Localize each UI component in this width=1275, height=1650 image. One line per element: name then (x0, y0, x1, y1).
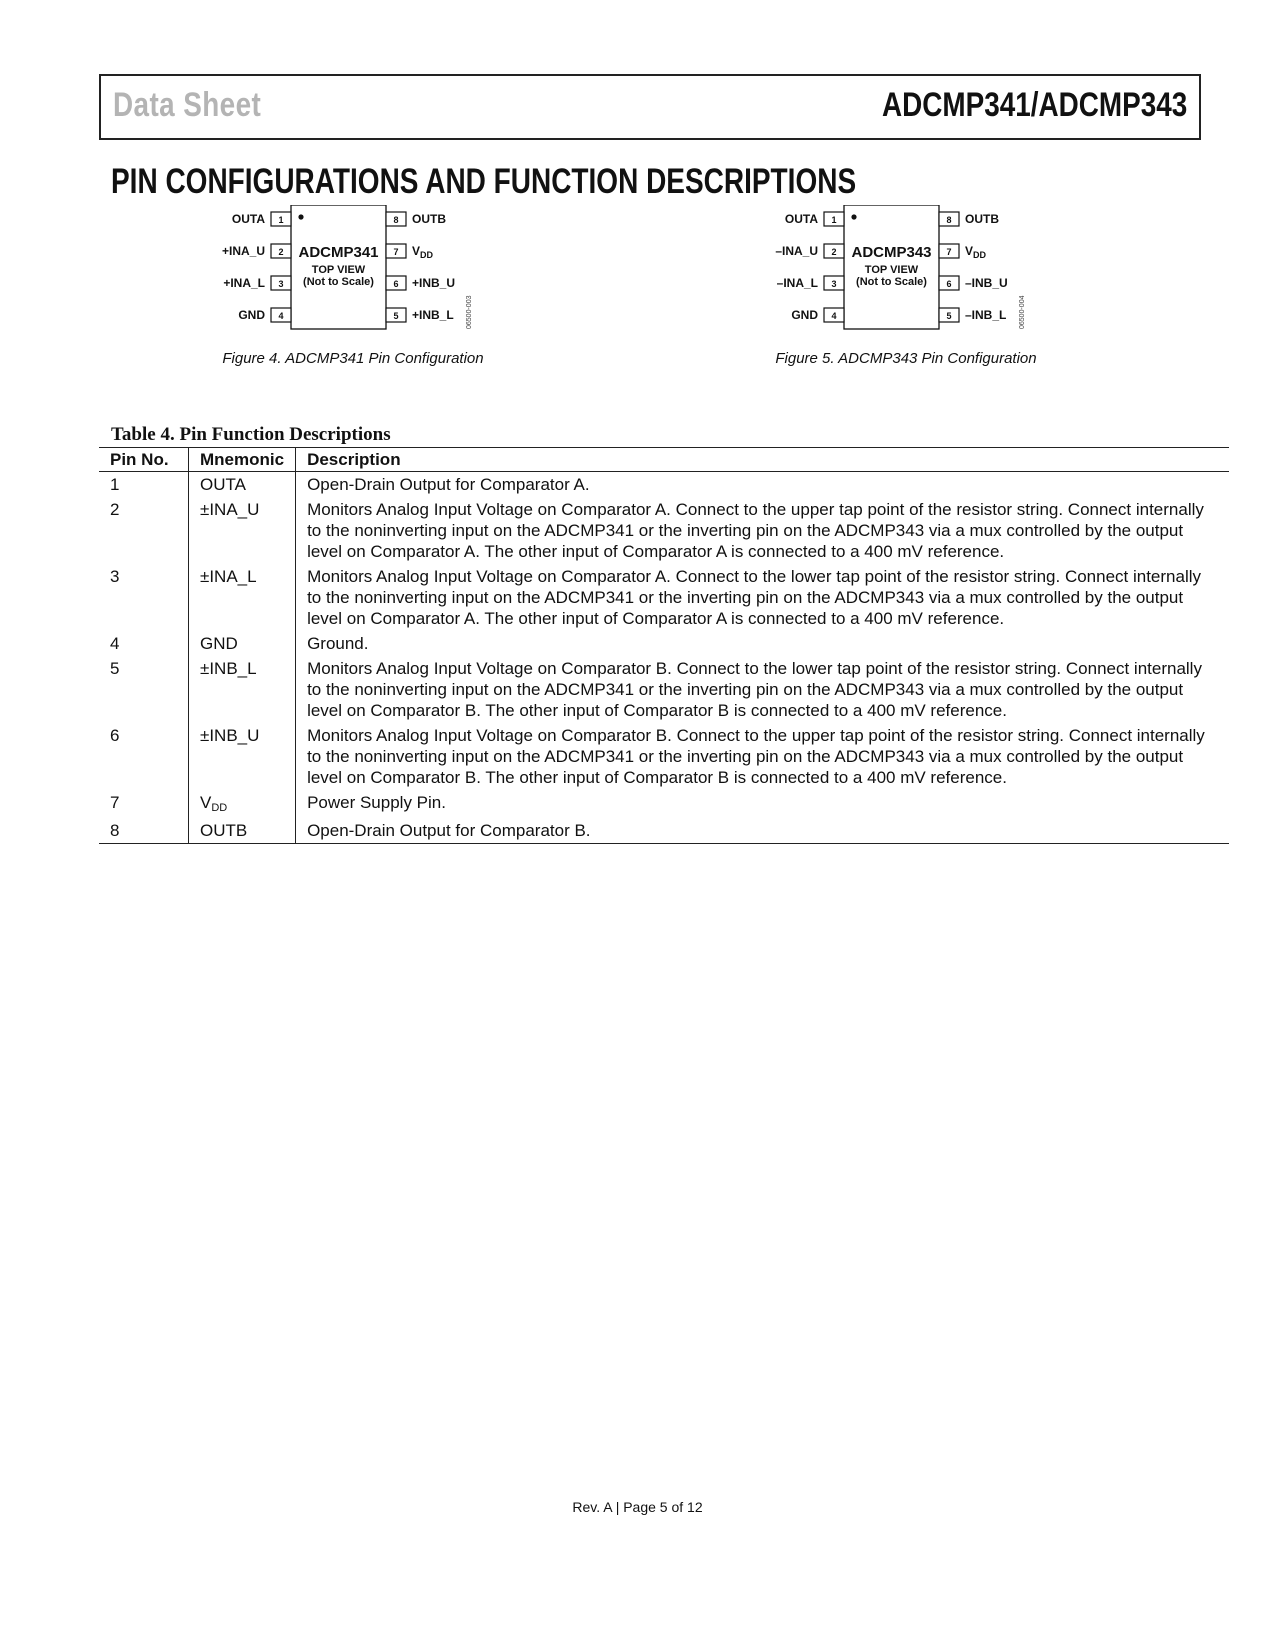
pin-number: 7 (946, 247, 952, 257)
pin-label (412, 308, 454, 322)
table-row (99, 723, 1229, 790)
pin-number: 2 (278, 247, 284, 257)
header-pin-no: Pin No. (99, 448, 189, 472)
top-view-label: TOP VIEW (311, 264, 366, 276)
mnemonic-cell: ±INB_U (189, 723, 296, 790)
pin-label-text: OUTB (965, 212, 999, 226)
pin-diagram-adcmp341 (203, 205, 503, 345)
description-cell: Ground. (296, 631, 1229, 656)
description-cell: Monitors Analog Input Voltage on Comparator A. Connect to the upper tap point of the resistor string. Connect internally to the noninverting input on the ADCMP341 or the inverting pin on the ADCMP343 via a mux controlled by the output level on Comparator A. The other input of Comparator A is connected to a 400 mV reference. (296, 497, 1229, 564)
pin-number-cell: 3 (110, 567, 120, 586)
table-row (99, 497, 1229, 564)
figure-caption: Figure 5. ADCMP343 Pin Configuration (775, 350, 1037, 367)
pin-label-text: V (412, 244, 421, 258)
description-cell: Monitors Analog Input Voltage on Comparator B. Connect to the lower tap point of the resistor string. Connect internally to the noninverting input on the ADCMP341 or the inverting pin on the ADCMP343 via a mux controlled by the output level on Comparator B. The other input of Comparator B is connected to a 400 mV reference. (296, 656, 1229, 723)
table-caption: Table 4. Pin Function Descriptions (111, 424, 391, 445)
mnemonic-cell: GND (189, 631, 296, 656)
pin-label-text: +INB_U (412, 276, 456, 290)
pin-label: GND (791, 308, 818, 322)
pin-number: 7 (393, 247, 399, 257)
pin-label: OUTA (231, 212, 265, 226)
pin-number-cell: 8 (99, 818, 189, 844)
pin-label-subscript: DD (973, 250, 987, 260)
table-header-row (99, 448, 1229, 472)
page-footer: Rev. A | Page 5 of 12 (572, 1499, 703, 1515)
pin-number: 4 (278, 311, 284, 321)
figure-adcmp341 (203, 205, 503, 375)
pin-number: 1 (831, 215, 837, 225)
mnemonic-subscript: DD (211, 802, 228, 814)
pin-label (412, 276, 455, 290)
pin-number-cell: 4 (110, 634, 120, 653)
mnemonic-cell: ±INB_L (189, 656, 296, 723)
pin-number-cell: 5 (110, 659, 120, 678)
pin-label (965, 212, 999, 226)
pin-label: –INA_U (775, 244, 818, 258)
table-row (99, 631, 1229, 656)
chip-name: ADCMP341 (298, 244, 379, 261)
pin-label: –INA_L (776, 276, 818, 290)
table-row (99, 790, 1229, 818)
pin-number-cell: 2 (110, 500, 120, 519)
mnemonic-cell: OUTA (189, 472, 296, 498)
header-mnemonic: Mnemonic (189, 448, 296, 472)
pin-label: +INA_U (221, 244, 265, 258)
table-row (99, 472, 1229, 498)
not-to-scale-label: (Not to Scale) (856, 276, 927, 288)
page-header (99, 74, 1201, 140)
pin-label-text: +INB_L (412, 308, 454, 322)
pin-function-table (99, 447, 1229, 844)
pin-number-cell: 7 (110, 793, 120, 812)
table-row (99, 818, 1229, 844)
pin-number: 4 (831, 311, 837, 321)
pin-label: +INA_L (223, 276, 265, 290)
header-part-number: ADCMP341/ADCMP343 (881, 86, 1187, 124)
description-cell: Open-Drain Output for Comparator A. (296, 472, 1229, 498)
pin-label (965, 276, 1008, 290)
pin-number: 6 (946, 279, 952, 289)
description-cell: Monitors Analog Input Voltage on Comparator B. Connect to the upper tap point of the resistor string. Connect internally to the noninverting input on the ADCMP341 or the inverting pin on the ADCMP343 via a mux controlled by the output level on Comparator B. The other input of Comparator B is connected to a 400 mV reference. (296, 723, 1229, 790)
mnemonic-cell: ±INA_U (189, 497, 296, 564)
pin-label: GND (238, 308, 265, 322)
description-cell: Power Supply Pin. (296, 790, 1229, 818)
header-doc-type: Data Sheet (113, 86, 262, 124)
pin-label: OUTA (784, 212, 818, 226)
table-row (99, 564, 1229, 631)
pin-label (965, 244, 987, 260)
table-row (99, 656, 1229, 723)
figure-code: 06500-003 (466, 295, 473, 329)
pin-label (412, 212, 446, 226)
pin-number-cell: 6 (110, 726, 120, 745)
figure-adcmp343 (756, 205, 1056, 375)
pin-label-text: –INB_U (965, 276, 1008, 290)
mnemonic-cell (189, 790, 296, 818)
top-view-label: TOP VIEW (864, 264, 919, 276)
figure-code: 06500-004 (1019, 295, 1026, 329)
header-description: Description (296, 448, 1229, 472)
description-cell: Open-Drain Output for Comparator B. (296, 818, 1229, 844)
chip-name: ADCMP343 (851, 244, 932, 261)
figure-caption: Figure 4. ADCMP341 Pin Configuration (222, 350, 484, 367)
pin-number: 3 (278, 279, 284, 289)
pin-label-subscript: DD (420, 250, 434, 260)
pin-number: 5 (393, 311, 399, 321)
pin-number: 8 (393, 215, 399, 225)
pin-number: 6 (393, 279, 399, 289)
pin-diagram-adcmp343 (756, 205, 1056, 345)
pin-label-text: V (965, 244, 974, 258)
mnemonic-text: V (200, 793, 212, 812)
pin1-indicator-dot (298, 214, 303, 219)
pin-label-text: –INB_L (965, 308, 1007, 322)
pin-number-cell: 1 (110, 475, 120, 494)
pin-label-text: OUTB (412, 212, 446, 226)
not-to-scale-label: (Not to Scale) (303, 276, 374, 288)
pin-number: 2 (831, 247, 837, 257)
pin-number: 3 (831, 279, 837, 289)
mnemonic-cell: ±INA_L (189, 564, 296, 631)
pin-number: 5 (946, 311, 952, 321)
pin-number: 8 (946, 215, 952, 225)
mnemonic-cell: OUTB (189, 818, 296, 844)
section-title: PIN CONFIGURATIONS AND FUNCTION DESCRIPTIONS (111, 162, 857, 201)
description-cell: Monitors Analog Input Voltage on Comparator A. Connect to the lower tap point of the resistor string. Connect internally to the noninverting input on the ADCMP341 or the inverting pin on the ADCMP343 via a mux controlled by the output level on Comparator A. The other input of Comparator A is connected to a 400 mV reference. (296, 564, 1229, 631)
pin-number: 1 (278, 215, 284, 225)
pin-label (412, 244, 434, 260)
pin1-indicator-dot (851, 214, 856, 219)
pin-label (965, 308, 1006, 322)
